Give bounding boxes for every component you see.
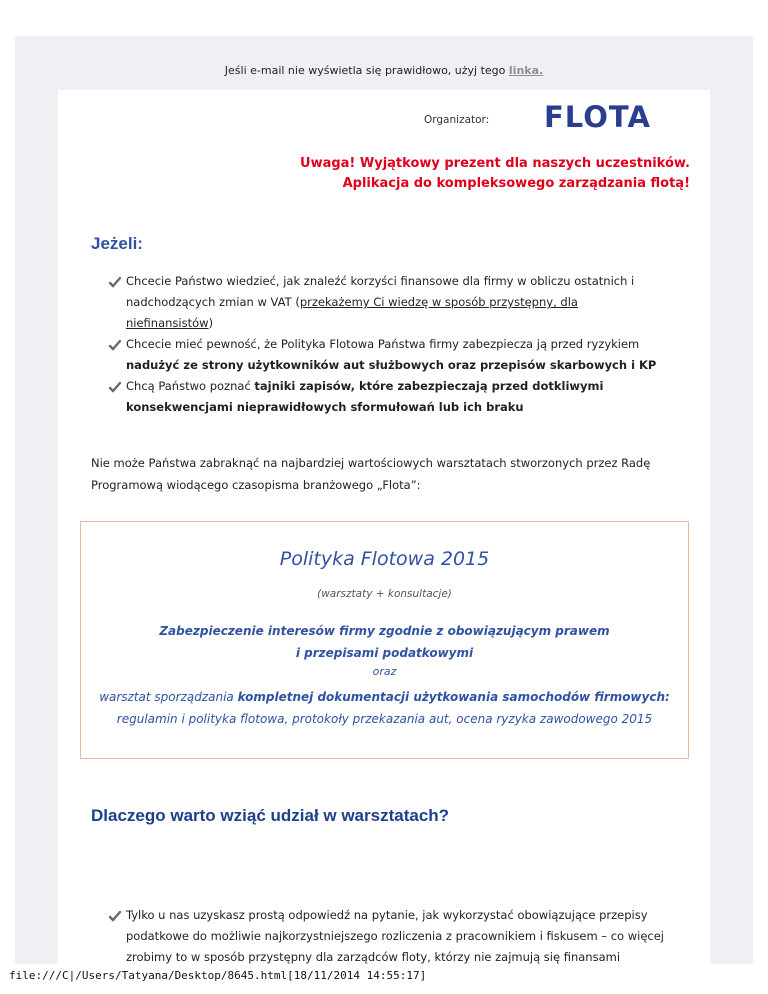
flota-logo[interactable]: FLOTA xyxy=(544,100,651,134)
event-main xyxy=(81,620,688,664)
event-workshop xyxy=(81,686,688,730)
view-online-text: Jeśli e-mail nie wyświetla się prawidłowo, użyj tego xyxy=(224,64,509,77)
file-path-footer: file:///C|/Users/Tatyana/Desktop/8645.html[18/11/2014 14:55:17] xyxy=(9,969,427,982)
item-bold: nadużyć ze strony użytkowników aut służbowych oraz przepisów skarbowych i KP xyxy=(126,358,657,372)
benefits-list xyxy=(108,271,668,418)
event-workshop-plain: warsztat sporządzania xyxy=(99,690,238,704)
event-workshop-bold: kompletnej dokumentacji użytkowania samochodów firmowych: xyxy=(237,690,670,704)
check-icon xyxy=(108,338,122,352)
event-workshop-line-2: regulamin i polityka flotowa, protokoły przekazania aut, ocena ryzyka zawodowego 2015 xyxy=(116,712,653,726)
check-icon xyxy=(108,275,122,289)
list-item xyxy=(108,334,668,376)
list-item xyxy=(108,905,668,964)
section-heading-jezeli: Jeżeli: xyxy=(91,234,143,253)
event-subtitle: (warsztaty + konsultacje) xyxy=(317,588,452,600)
item-text: Tylko u nas uzyskasz prostą odpowiedź na pytanie, jak wykorzystać obowiązujące przepisy podatkowe do możliwie najkorzystniejszego rozliczenia z pracownikiem i fiskusem – co więcej zrobimy to w sposób przystępny dla zarządców floty, którzy nie zajmują się finansami xyxy=(126,908,664,964)
list-item xyxy=(108,376,668,418)
promo-line-2: Aplikacja do kompleksowego zarządzania flotą! xyxy=(342,176,690,191)
promo-banner xyxy=(130,154,690,194)
email-card xyxy=(58,90,710,964)
item-text: Chcą Państwo poznać xyxy=(126,379,255,393)
item-tail: ) xyxy=(208,316,214,330)
event-oraz: oraz xyxy=(372,665,397,678)
event-box xyxy=(80,521,689,759)
section-heading-dlaczego: Dlaczego warto wziąć udział w warsztatach? xyxy=(91,806,450,825)
view-online-link[interactable]: linka. xyxy=(508,64,544,77)
event-main-line-1: Zabezpieczenie interesów firmy zgodnie z obowiązującym prawem xyxy=(159,624,610,638)
organizer-bar xyxy=(58,90,710,134)
reasons-list xyxy=(108,905,668,964)
check-icon xyxy=(108,909,122,923)
item-underlined-link[interactable]: przekażemy Ci wiedzę w sposób przystępny, dla niefinansistów xyxy=(126,295,578,330)
item-bold: tajniki zapisów, które zabezpieczają przed dotkliwymi konsekwencjami nieprawidłowych sformułowań lub ich braku xyxy=(126,379,604,414)
promo-line-1: Uwaga! Wyjątkowy prezent dla naszych uczestników. xyxy=(300,156,690,171)
email-frame xyxy=(15,36,753,964)
item-text: Chcecie Państwo wiedzieć, jak znaleźć korzyści finansowe dla firmy w obliczu ostatnich i nadchodzących zmian w VAT ( xyxy=(126,274,635,309)
event-main-line-2: i przepisami podatkowymi xyxy=(295,646,474,660)
event-title: Polityka Flotowa 2015 xyxy=(279,548,490,570)
check-icon xyxy=(108,380,122,394)
list-item xyxy=(108,271,668,334)
view-online-line xyxy=(15,64,753,77)
organizer-label: Organizator: xyxy=(424,114,490,126)
item-text: Chcecie mieć pewność, że Polityka Flotowa Państwa firmy zabezpiecza ją przed ryzykiem xyxy=(126,337,640,351)
intro-paragraph: Nie może Państwa zabraknąć na najbardziej wartościowych warsztatach stworzonych przez Radę Programową wiodącego czasopisma branżowego „Flota”: xyxy=(91,456,651,492)
